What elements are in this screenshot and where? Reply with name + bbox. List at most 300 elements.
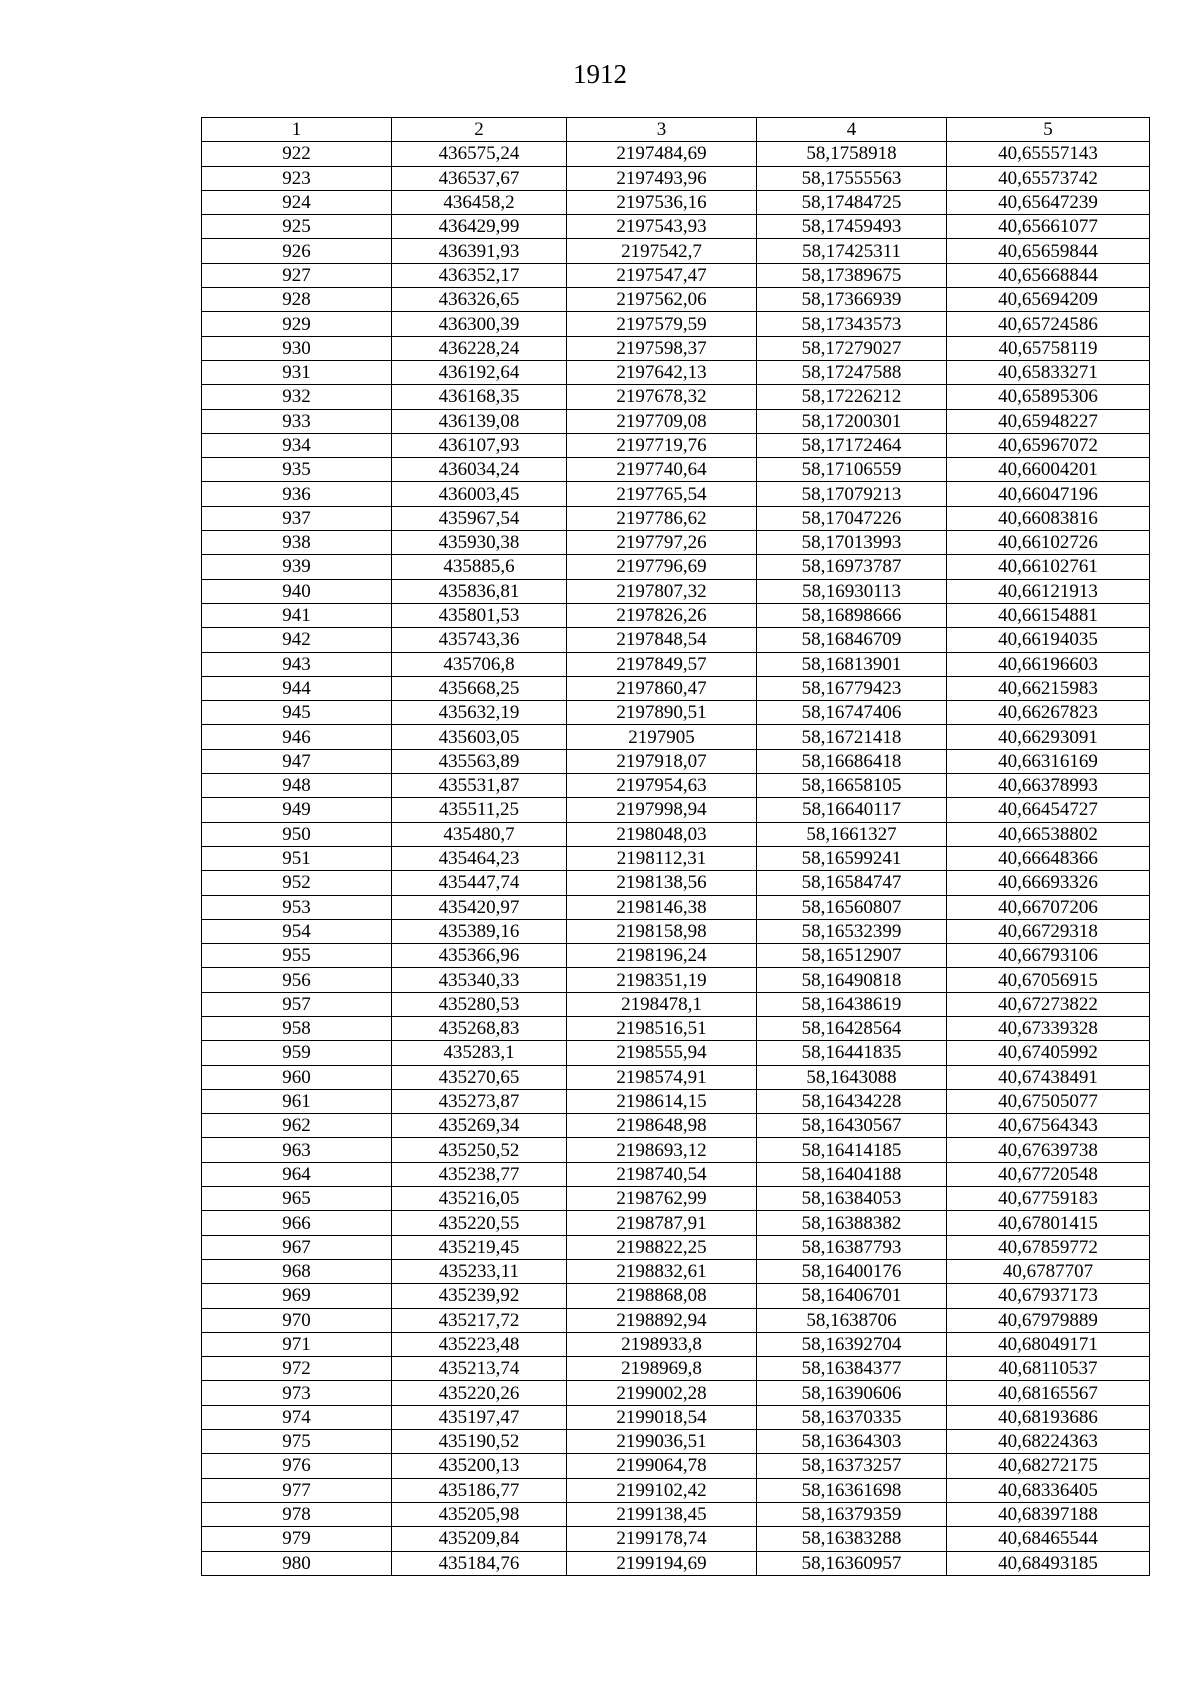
point-number-cell: 958 — [202, 1016, 392, 1040]
longitude-cell: 40,66648366 — [947, 846, 1150, 870]
column-header-4: 4 — [757, 118, 947, 142]
longitude-cell: 40,65659844 — [947, 239, 1150, 263]
longitude-cell: 40,66378993 — [947, 774, 1150, 798]
table-row — [202, 385, 1150, 409]
longitude-cell: 40,67801415 — [947, 1211, 1150, 1235]
longitude-cell: 40,67759183 — [947, 1187, 1150, 1211]
x-coordinate-cell: 435366,96 — [392, 944, 567, 968]
table-row — [202, 725, 1150, 749]
latitude-cell: 58,16414185 — [757, 1138, 947, 1162]
point-number-cell: 936 — [202, 482, 392, 506]
point-number-cell: 943 — [202, 652, 392, 676]
x-coordinate-cell: 435239,92 — [392, 1284, 567, 1308]
table-row — [202, 968, 1150, 992]
latitude-cell: 58,16438619 — [757, 992, 947, 1016]
point-number-cell: 963 — [202, 1138, 392, 1162]
table-row — [202, 409, 1150, 433]
latitude-cell: 58,1661327 — [757, 822, 947, 846]
x-coordinate-cell: 436168,35 — [392, 385, 567, 409]
point-number-cell: 956 — [202, 968, 392, 992]
x-coordinate-cell: 435447,74 — [392, 871, 567, 895]
table-row — [202, 336, 1150, 360]
x-coordinate-cell: 435706,8 — [392, 652, 567, 676]
x-coordinate-cell: 435632,19 — [392, 701, 567, 725]
latitude-cell: 58,16599241 — [757, 846, 947, 870]
latitude-cell: 58,16490818 — [757, 968, 947, 992]
x-coordinate-cell: 436429,99 — [392, 215, 567, 239]
latitude-cell: 58,16532399 — [757, 919, 947, 943]
table-row — [202, 1211, 1150, 1235]
point-number-cell: 930 — [202, 336, 392, 360]
table-row — [202, 433, 1150, 457]
table-row — [202, 166, 1150, 190]
point-number-cell: 976 — [202, 1454, 392, 1478]
y-coordinate-cell: 2197860,47 — [567, 676, 757, 700]
y-coordinate-cell: 2198740,54 — [567, 1162, 757, 1186]
y-coordinate-cell: 2198158,98 — [567, 919, 757, 943]
table-row — [202, 1357, 1150, 1381]
point-number-cell: 935 — [202, 458, 392, 482]
latitude-cell: 58,16370335 — [757, 1405, 947, 1429]
table-row — [202, 1187, 1150, 1211]
y-coordinate-cell: 2198822,25 — [567, 1235, 757, 1259]
latitude-cell: 58,16747406 — [757, 701, 947, 725]
y-coordinate-cell: 2197786,62 — [567, 506, 757, 530]
longitude-cell: 40,68224363 — [947, 1430, 1150, 1454]
longitude-cell: 40,65895306 — [947, 385, 1150, 409]
point-number-cell: 957 — [202, 992, 392, 1016]
table-row — [202, 1405, 1150, 1429]
x-coordinate-cell: 435197,47 — [392, 1405, 567, 1429]
y-coordinate-cell: 2197547,47 — [567, 263, 757, 287]
table-row — [202, 1551, 1150, 1575]
y-coordinate-cell: 2197493,96 — [567, 166, 757, 190]
latitude-cell: 58,16930113 — [757, 579, 947, 603]
table-row — [202, 895, 1150, 919]
x-coordinate-cell: 435238,77 — [392, 1162, 567, 1186]
table-row — [202, 1527, 1150, 1551]
x-coordinate-cell: 435389,16 — [392, 919, 567, 943]
y-coordinate-cell: 2197765,54 — [567, 482, 757, 506]
point-number-cell: 951 — [202, 846, 392, 870]
y-coordinate-cell: 2197905 — [567, 725, 757, 749]
x-coordinate-cell: 436575,24 — [392, 142, 567, 166]
x-coordinate-cell: 435268,83 — [392, 1016, 567, 1040]
table-row — [202, 1138, 1150, 1162]
y-coordinate-cell: 2197562,06 — [567, 288, 757, 312]
y-coordinate-cell: 2197998,94 — [567, 798, 757, 822]
longitude-cell: 40,65967072 — [947, 433, 1150, 457]
table-row — [202, 239, 1150, 263]
table-row — [202, 749, 1150, 773]
longitude-cell: 40,68049171 — [947, 1332, 1150, 1356]
table-row — [202, 1235, 1150, 1259]
longitude-cell: 40,67405992 — [947, 1041, 1150, 1065]
longitude-cell: 40,66196603 — [947, 652, 1150, 676]
latitude-cell: 58,1758918 — [757, 142, 947, 166]
longitude-cell: 40,68465544 — [947, 1527, 1150, 1551]
table-row — [202, 871, 1150, 895]
longitude-cell: 40,65647239 — [947, 190, 1150, 214]
latitude-cell: 58,17279027 — [757, 336, 947, 360]
x-coordinate-cell: 435668,25 — [392, 676, 567, 700]
longitude-cell: 40,65661077 — [947, 215, 1150, 239]
latitude-cell: 58,17366939 — [757, 288, 947, 312]
longitude-cell: 40,68165567 — [947, 1381, 1150, 1405]
latitude-cell: 58,17079213 — [757, 482, 947, 506]
longitude-cell: 40,66083816 — [947, 506, 1150, 530]
table-row — [202, 579, 1150, 603]
y-coordinate-cell: 2197719,76 — [567, 433, 757, 457]
point-number-cell: 960 — [202, 1065, 392, 1089]
latitude-cell: 58,16813901 — [757, 652, 947, 676]
table-row — [202, 1114, 1150, 1138]
latitude-cell: 58,16406701 — [757, 1284, 947, 1308]
table-row — [202, 1381, 1150, 1405]
point-number-cell: 923 — [202, 166, 392, 190]
y-coordinate-cell: 2197536,16 — [567, 190, 757, 214]
y-coordinate-cell: 2197796,69 — [567, 555, 757, 579]
point-number-cell: 929 — [202, 312, 392, 336]
x-coordinate-cell: 436326,65 — [392, 288, 567, 312]
latitude-cell: 58,17106559 — [757, 458, 947, 482]
longitude-cell: 40,66047196 — [947, 482, 1150, 506]
x-coordinate-cell: 436034,24 — [392, 458, 567, 482]
latitude-cell: 58,17555563 — [757, 166, 947, 190]
y-coordinate-cell: 2197579,59 — [567, 312, 757, 336]
y-coordinate-cell: 2197890,51 — [567, 701, 757, 725]
point-number-cell: 955 — [202, 944, 392, 968]
table-row — [202, 142, 1150, 166]
y-coordinate-cell: 2198574,91 — [567, 1065, 757, 1089]
y-coordinate-cell: 2197542,7 — [567, 239, 757, 263]
latitude-cell: 58,17389675 — [757, 263, 947, 287]
x-coordinate-cell: 436192,64 — [392, 360, 567, 384]
x-coordinate-cell: 435205,98 — [392, 1502, 567, 1526]
latitude-cell: 58,16364303 — [757, 1430, 947, 1454]
y-coordinate-cell: 2197807,32 — [567, 579, 757, 603]
x-coordinate-cell: 436228,24 — [392, 336, 567, 360]
table-row — [202, 846, 1150, 870]
table-row — [202, 288, 1150, 312]
y-coordinate-cell: 2198478,1 — [567, 992, 757, 1016]
page-number: 1912 — [573, 59, 627, 89]
table-row — [202, 1430, 1150, 1454]
latitude-cell: 58,1638706 — [757, 1308, 947, 1332]
latitude-cell: 58,16384377 — [757, 1357, 947, 1381]
x-coordinate-cell: 436003,45 — [392, 482, 567, 506]
table-row — [202, 458, 1150, 482]
longitude-cell: 40,67979889 — [947, 1308, 1150, 1332]
latitude-cell: 58,17013993 — [757, 531, 947, 555]
y-coordinate-cell: 2197918,07 — [567, 749, 757, 773]
table-row — [202, 555, 1150, 579]
latitude-cell: 58,16434228 — [757, 1089, 947, 1113]
coordinates-table — [201, 117, 1150, 1576]
column-header-1: 1 — [202, 118, 392, 142]
table-row — [202, 1478, 1150, 1502]
x-coordinate-cell: 435464,23 — [392, 846, 567, 870]
point-number-cell: 949 — [202, 798, 392, 822]
x-coordinate-cell: 435233,11 — [392, 1259, 567, 1283]
point-number-cell: 945 — [202, 701, 392, 725]
y-coordinate-cell: 2198516,51 — [567, 1016, 757, 1040]
longitude-cell: 40,68193686 — [947, 1405, 1150, 1429]
x-coordinate-cell: 435280,53 — [392, 992, 567, 1016]
latitude-cell: 58,17247588 — [757, 360, 947, 384]
table-row — [202, 1502, 1150, 1526]
longitude-cell: 40,66154881 — [947, 603, 1150, 627]
latitude-cell: 58,16361698 — [757, 1478, 947, 1502]
point-number-cell: 948 — [202, 774, 392, 798]
point-number-cell: 931 — [202, 360, 392, 384]
column-header-5: 5 — [947, 118, 1150, 142]
table-row — [202, 1162, 1150, 1186]
y-coordinate-cell: 2198969,8 — [567, 1357, 757, 1381]
longitude-cell: 40,66194035 — [947, 628, 1150, 652]
x-coordinate-cell: 436107,93 — [392, 433, 567, 457]
table-row — [202, 531, 1150, 555]
longitude-cell: 40,67937173 — [947, 1284, 1150, 1308]
table-row — [202, 603, 1150, 627]
x-coordinate-cell: 435270,65 — [392, 1065, 567, 1089]
table-row — [202, 1259, 1150, 1283]
x-coordinate-cell: 435801,53 — [392, 603, 567, 627]
point-number-cell: 946 — [202, 725, 392, 749]
point-number-cell: 922 — [202, 142, 392, 166]
latitude-cell: 58,17172464 — [757, 433, 947, 457]
longitude-cell: 40,67859772 — [947, 1235, 1150, 1259]
latitude-cell: 58,16973787 — [757, 555, 947, 579]
x-coordinate-cell: 435213,74 — [392, 1357, 567, 1381]
x-coordinate-cell: 435885,6 — [392, 555, 567, 579]
y-coordinate-cell: 2197740,64 — [567, 458, 757, 482]
y-coordinate-cell: 2198648,98 — [567, 1114, 757, 1138]
point-number-cell: 926 — [202, 239, 392, 263]
point-number-cell: 924 — [202, 190, 392, 214]
latitude-cell: 58,16428564 — [757, 1016, 947, 1040]
x-coordinate-cell: 435184,76 — [392, 1551, 567, 1575]
y-coordinate-cell: 2197954,63 — [567, 774, 757, 798]
point-number-cell: 947 — [202, 749, 392, 773]
table-row — [202, 482, 1150, 506]
table-row — [202, 919, 1150, 943]
table-row — [202, 506, 1150, 530]
table-row — [202, 992, 1150, 1016]
longitude-cell: 40,66316169 — [947, 749, 1150, 773]
x-coordinate-cell: 436139,08 — [392, 409, 567, 433]
latitude-cell: 58,16846709 — [757, 628, 947, 652]
table-header-row — [202, 118, 1150, 142]
x-coordinate-cell: 435216,05 — [392, 1187, 567, 1211]
y-coordinate-cell: 2198196,24 — [567, 944, 757, 968]
y-coordinate-cell: 2198832,61 — [567, 1259, 757, 1283]
point-number-cell: 970 — [202, 1308, 392, 1332]
y-coordinate-cell: 2197543,93 — [567, 215, 757, 239]
point-number-cell: 971 — [202, 1332, 392, 1356]
latitude-cell: 58,16404188 — [757, 1162, 947, 1186]
y-coordinate-cell: 2197678,32 — [567, 385, 757, 409]
point-number-cell: 959 — [202, 1041, 392, 1065]
latitude-cell: 58,17226212 — [757, 385, 947, 409]
latitude-cell: 58,16721418 — [757, 725, 947, 749]
y-coordinate-cell: 2199018,54 — [567, 1405, 757, 1429]
longitude-cell: 40,66267823 — [947, 701, 1150, 725]
y-coordinate-cell: 2198762,99 — [567, 1187, 757, 1211]
x-coordinate-cell: 435531,87 — [392, 774, 567, 798]
y-coordinate-cell: 2197826,26 — [567, 603, 757, 627]
latitude-cell: 58,16512907 — [757, 944, 947, 968]
x-coordinate-cell: 436300,39 — [392, 312, 567, 336]
longitude-cell: 40,66707206 — [947, 895, 1150, 919]
y-coordinate-cell: 2197642,13 — [567, 360, 757, 384]
y-coordinate-cell: 2198112,31 — [567, 846, 757, 870]
point-number-cell: 954 — [202, 919, 392, 943]
x-coordinate-cell: 436352,17 — [392, 263, 567, 287]
latitude-cell: 58,16640117 — [757, 798, 947, 822]
table-row — [202, 1089, 1150, 1113]
latitude-cell: 58,16560807 — [757, 895, 947, 919]
table-row — [202, 774, 1150, 798]
table-row — [202, 1016, 1150, 1040]
y-coordinate-cell: 2197709,08 — [567, 409, 757, 433]
y-coordinate-cell: 2199178,74 — [567, 1527, 757, 1551]
table-row — [202, 1308, 1150, 1332]
latitude-cell: 58,16390606 — [757, 1381, 947, 1405]
y-coordinate-cell: 2197849,57 — [567, 652, 757, 676]
longitude-cell: 40,65758119 — [947, 336, 1150, 360]
latitude-cell: 58,16898666 — [757, 603, 947, 627]
x-coordinate-cell: 435219,45 — [392, 1235, 567, 1259]
longitude-cell: 40,68336405 — [947, 1478, 1150, 1502]
longitude-cell: 40,66121913 — [947, 579, 1150, 603]
x-coordinate-cell: 435420,97 — [392, 895, 567, 919]
column-header-3: 3 — [567, 118, 757, 142]
x-coordinate-cell: 435250,52 — [392, 1138, 567, 1162]
point-number-cell: 967 — [202, 1235, 392, 1259]
y-coordinate-cell: 2199002,28 — [567, 1381, 757, 1405]
y-coordinate-cell: 2197848,54 — [567, 628, 757, 652]
latitude-cell: 58,17459493 — [757, 215, 947, 239]
point-number-cell: 927 — [202, 263, 392, 287]
point-number-cell: 952 — [202, 871, 392, 895]
x-coordinate-cell: 435930,38 — [392, 531, 567, 555]
y-coordinate-cell: 2198048,03 — [567, 822, 757, 846]
x-coordinate-cell: 436537,67 — [392, 166, 567, 190]
latitude-cell: 58,17200301 — [757, 409, 947, 433]
longitude-cell: 40,67273822 — [947, 992, 1150, 1016]
x-coordinate-cell: 435603,05 — [392, 725, 567, 749]
y-coordinate-cell: 2197484,69 — [567, 142, 757, 166]
table-row — [202, 822, 1150, 846]
x-coordinate-cell: 435186,77 — [392, 1478, 567, 1502]
longitude-cell: 40,66729318 — [947, 919, 1150, 943]
table-row — [202, 360, 1150, 384]
x-coordinate-cell: 435209,84 — [392, 1527, 567, 1551]
point-number-cell: 928 — [202, 288, 392, 312]
x-coordinate-cell: 435836,81 — [392, 579, 567, 603]
x-coordinate-cell: 436458,2 — [392, 190, 567, 214]
point-number-cell: 950 — [202, 822, 392, 846]
point-number-cell: 969 — [202, 1284, 392, 1308]
latitude-cell: 58,16392704 — [757, 1332, 947, 1356]
point-number-cell: 978 — [202, 1502, 392, 1526]
latitude-cell: 58,16373257 — [757, 1454, 947, 1478]
longitude-cell: 40,66793106 — [947, 944, 1150, 968]
y-coordinate-cell: 2198787,91 — [567, 1211, 757, 1235]
point-number-cell: 979 — [202, 1527, 392, 1551]
table-row — [202, 1065, 1150, 1089]
table-row — [202, 628, 1150, 652]
point-number-cell: 964 — [202, 1162, 392, 1186]
x-coordinate-cell: 435563,89 — [392, 749, 567, 773]
longitude-cell: 40,68110537 — [947, 1357, 1150, 1381]
point-number-cell: 932 — [202, 385, 392, 409]
longitude-cell: 40,65948227 — [947, 409, 1150, 433]
latitude-cell: 58,16658105 — [757, 774, 947, 798]
longitude-cell: 40,66538802 — [947, 822, 1150, 846]
table-row — [202, 1454, 1150, 1478]
x-coordinate-cell: 435190,52 — [392, 1430, 567, 1454]
latitude-cell: 58,1643088 — [757, 1065, 947, 1089]
longitude-cell: 40,68397188 — [947, 1502, 1150, 1526]
x-coordinate-cell: 436391,93 — [392, 239, 567, 263]
table-row — [202, 190, 1150, 214]
table-row — [202, 1284, 1150, 1308]
y-coordinate-cell: 2199102,42 — [567, 1478, 757, 1502]
point-number-cell: 968 — [202, 1259, 392, 1283]
table-row — [202, 701, 1150, 725]
latitude-cell: 58,16388382 — [757, 1211, 947, 1235]
y-coordinate-cell: 2198614,15 — [567, 1089, 757, 1113]
point-number-cell: 933 — [202, 409, 392, 433]
table-row — [202, 312, 1150, 336]
point-number-cell: 942 — [202, 628, 392, 652]
latitude-cell: 58,16686418 — [757, 749, 947, 773]
point-number-cell: 965 — [202, 1187, 392, 1211]
latitude-cell: 58,17047226 — [757, 506, 947, 530]
longitude-cell: 40,67438491 — [947, 1065, 1150, 1089]
longitude-cell: 40,68272175 — [947, 1454, 1150, 1478]
latitude-cell: 58,16441835 — [757, 1041, 947, 1065]
longitude-cell: 40,65557143 — [947, 142, 1150, 166]
longitude-cell: 40,65724586 — [947, 312, 1150, 336]
column-header-2: 2 — [392, 118, 567, 142]
longitude-cell: 40,66102726 — [947, 531, 1150, 555]
point-number-cell: 934 — [202, 433, 392, 457]
longitude-cell: 40,66215983 — [947, 676, 1150, 700]
longitude-cell: 40,6787707 — [947, 1259, 1150, 1283]
point-number-cell: 944 — [202, 676, 392, 700]
latitude-cell: 58,16384053 — [757, 1187, 947, 1211]
point-number-cell: 972 — [202, 1357, 392, 1381]
x-coordinate-cell: 435220,26 — [392, 1381, 567, 1405]
point-number-cell: 937 — [202, 506, 392, 530]
point-number-cell: 977 — [202, 1478, 392, 1502]
longitude-cell: 40,65573742 — [947, 166, 1150, 190]
point-number-cell: 962 — [202, 1114, 392, 1138]
point-number-cell: 938 — [202, 531, 392, 555]
latitude-cell: 58,16584747 — [757, 871, 947, 895]
y-coordinate-cell: 2198555,94 — [567, 1041, 757, 1065]
longitude-cell: 40,66004201 — [947, 458, 1150, 482]
y-coordinate-cell: 2197797,26 — [567, 531, 757, 555]
latitude-cell: 58,16430567 — [757, 1114, 947, 1138]
longitude-cell: 40,66454727 — [947, 798, 1150, 822]
longitude-cell: 40,67339328 — [947, 1016, 1150, 1040]
longitude-cell: 40,66102761 — [947, 555, 1150, 579]
y-coordinate-cell: 2198146,38 — [567, 895, 757, 919]
